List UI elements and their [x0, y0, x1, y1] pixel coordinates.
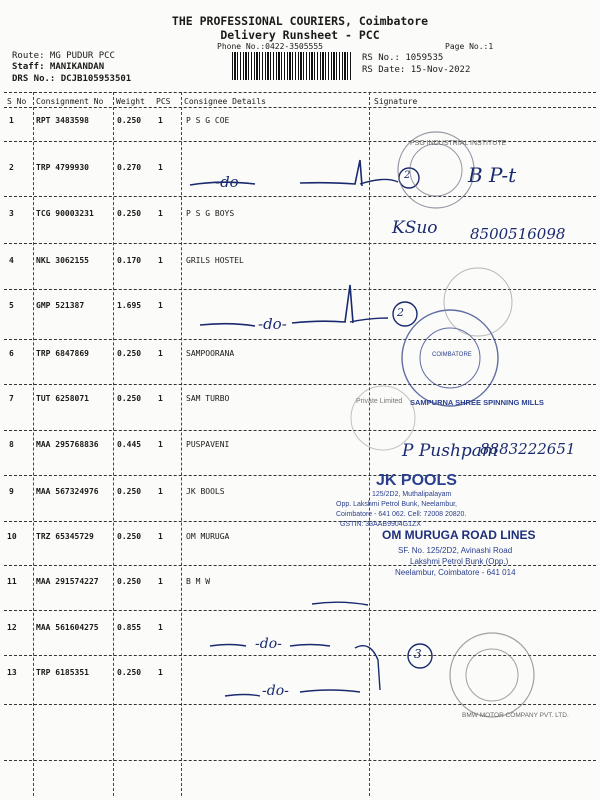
circled-number: 2 — [397, 306, 404, 319]
row-sno: 13 — [7, 668, 17, 677]
col-header-weight: Weight — [116, 97, 145, 106]
rs-date: RS Date: 15-Nov-2022 — [362, 65, 471, 75]
row-sno: 12 — [7, 623, 17, 632]
row-sno: 6 — [9, 349, 14, 358]
om-address-2: Lakshmi Petrol Bunk (Opp.) — [410, 557, 509, 566]
row-weight: 0.250 — [117, 209, 142, 218]
row-weight: 0.250 — [117, 532, 142, 541]
row-sno: 9 — [9, 487, 14, 496]
route-label: Route: MG PUDUR PCC — [12, 51, 115, 61]
page-number: Page No.:1 — [445, 42, 494, 51]
row-pcs: 1 — [158, 349, 163, 358]
row-consignment: NKL 3062155 — [36, 256, 89, 265]
ditto-mark: -do- — [255, 636, 282, 652]
row-consignee: P S G COE — [186, 116, 230, 125]
company-title: THE PROFESSIONAL COURIERS, Coimbatore — [171, 14, 429, 28]
row-pcs: 1 — [158, 301, 163, 310]
row-consignee: JK BOOLS — [186, 487, 225, 496]
row-pcs: 1 — [158, 209, 163, 218]
row-consignment: MAA 291574227 — [36, 577, 99, 586]
row-pcs: 1 — [158, 668, 163, 677]
rs-number: RS No.: 1059535 — [362, 53, 444, 63]
col-header-pcs: PCS — [156, 97, 171, 106]
row-sno: 4 — [9, 256, 14, 265]
row-consignment: RPT 3483598 — [36, 116, 89, 125]
row-sno: 5 — [9, 301, 14, 310]
row3-signature: KSuo — [392, 218, 438, 238]
spinning-stamp: SAMPURNA SHREE SPINNING MILLS — [410, 398, 544, 407]
row-consignment: TRZ 65345729 — [36, 532, 94, 541]
circled-number: 2 — [404, 170, 411, 181]
ditto-mark: -do- — [262, 683, 289, 699]
row-weight: 0.855 — [117, 623, 142, 632]
row-consignment: TUT 6258071 — [36, 394, 89, 403]
circled-number: 3 — [414, 647, 422, 661]
row-weight: 0.270 — [117, 163, 142, 172]
ditto-mark: -do- — [215, 173, 244, 191]
row-pcs: 1 — [158, 577, 163, 586]
bmw-stamp: BMW MOTOR COMPANY PVT. LTD. — [462, 712, 569, 719]
private-limited-stamp: Private Limited — [356, 398, 403, 405]
row-sno: 8 — [9, 440, 14, 449]
row-consignment: TRP 6185351 — [36, 668, 89, 677]
row-consignee: GRILS HOSTEL — [186, 256, 244, 265]
row-weight: 0.170 — [117, 256, 142, 265]
row-consignment: GMP 521387 — [36, 301, 85, 310]
om-address-3: Neelambur, Coimbatore - 641 014 — [395, 568, 516, 577]
row-pcs: 1 — [158, 532, 163, 541]
row-weight: 0.445 — [117, 440, 142, 449]
row-sno: 7 — [9, 394, 14, 403]
row-consignment: MAA 567324976 — [36, 487, 99, 496]
ditto-mark: -do- — [258, 315, 287, 333]
jk-address-3: Coimbatore - 641 062. Cell: 72008 20820. — [336, 511, 467, 518]
row-consignee: OM MURUGA — [186, 532, 230, 541]
row8-phone: 8883222651 — [480, 440, 576, 458]
staff-label: Staff: MANIKANDAN — [12, 62, 105, 72]
row-consignee: PUSPAVENI — [186, 440, 230, 449]
row8-signature: P Pushpam — [402, 441, 499, 461]
row-weight: 0.250 — [117, 349, 142, 358]
row-weight: 0.250 — [117, 394, 142, 403]
row-weight: 0.250 — [117, 116, 142, 125]
row-consignee: B M W — [186, 577, 211, 586]
row4-phone: 8500516098 — [470, 225, 566, 243]
spinning-city: COIMBATORE — [432, 352, 472, 358]
row-consignee: SAMPOORANA — [186, 349, 235, 358]
row-weight: 0.250 — [117, 487, 142, 496]
drs-number: DRS No.: DCJB105953501 — [12, 74, 132, 84]
row-consignment: TRP 6847869 — [36, 349, 89, 358]
row-consignment: TCG 90003231 — [36, 209, 94, 218]
row-pcs: 1 — [158, 116, 163, 125]
row-consignment: MAA 561604275 — [36, 623, 99, 632]
row-pcs: 1 — [158, 256, 163, 265]
col-header-consignment: Consignment No — [36, 97, 104, 106]
col-header-consignee: Consignee Details — [184, 97, 266, 106]
row-weight: 0.250 — [117, 668, 142, 677]
row-sno: 11 — [7, 577, 17, 586]
col-header-signature: Signature — [374, 97, 418, 106]
om-address-1: SF. No. 125/2D2, Avinashi Road — [398, 546, 513, 555]
col-header-sno: S No — [7, 97, 27, 106]
row-weight: 0.250 — [117, 577, 142, 586]
om-muruga-stamp: OM MURUGA ROAD LINES — [382, 528, 536, 542]
jk-pools-stamp: JK POOLS — [376, 472, 457, 489]
row-pcs: 1 — [158, 623, 163, 632]
row-pcs: 1 — [158, 163, 163, 172]
row-consignee: P S G BOYS — [186, 209, 235, 218]
row-pcs: 1 — [158, 394, 163, 403]
row-consignee: SAM TURBO — [186, 394, 230, 403]
jk-address-1: 125/2D2, Muthalipalayam — [372, 491, 452, 498]
row-sno: 10 — [7, 532, 17, 541]
row-consignment: MAA 295768836 — [36, 440, 99, 449]
row-sno: 2 — [9, 163, 14, 172]
row-weight: 1.695 — [117, 301, 142, 310]
phone-number: Phone No.:0422-3505555 — [217, 42, 323, 51]
row2-signature: B P-t — [468, 163, 517, 187]
row-pcs: 1 — [158, 440, 163, 449]
row-consignment: TRP 4799930 — [36, 163, 89, 172]
row-pcs: 1 — [158, 487, 163, 496]
jk-address-2: Opp. Lakshmi Petrol Bunk, Neelambur, — [336, 501, 458, 508]
row-sno: 3 — [9, 209, 14, 218]
psg-stamp: PSG INDUSTRIAL INSTITUTE — [410, 140, 507, 147]
sheet-title: Delivery Runsheet - PCC — [220, 28, 380, 42]
row-sno: 1 — [9, 116, 14, 125]
jk-gstin: GSTIN: 33AAB9904G1ZX — [340, 521, 421, 528]
